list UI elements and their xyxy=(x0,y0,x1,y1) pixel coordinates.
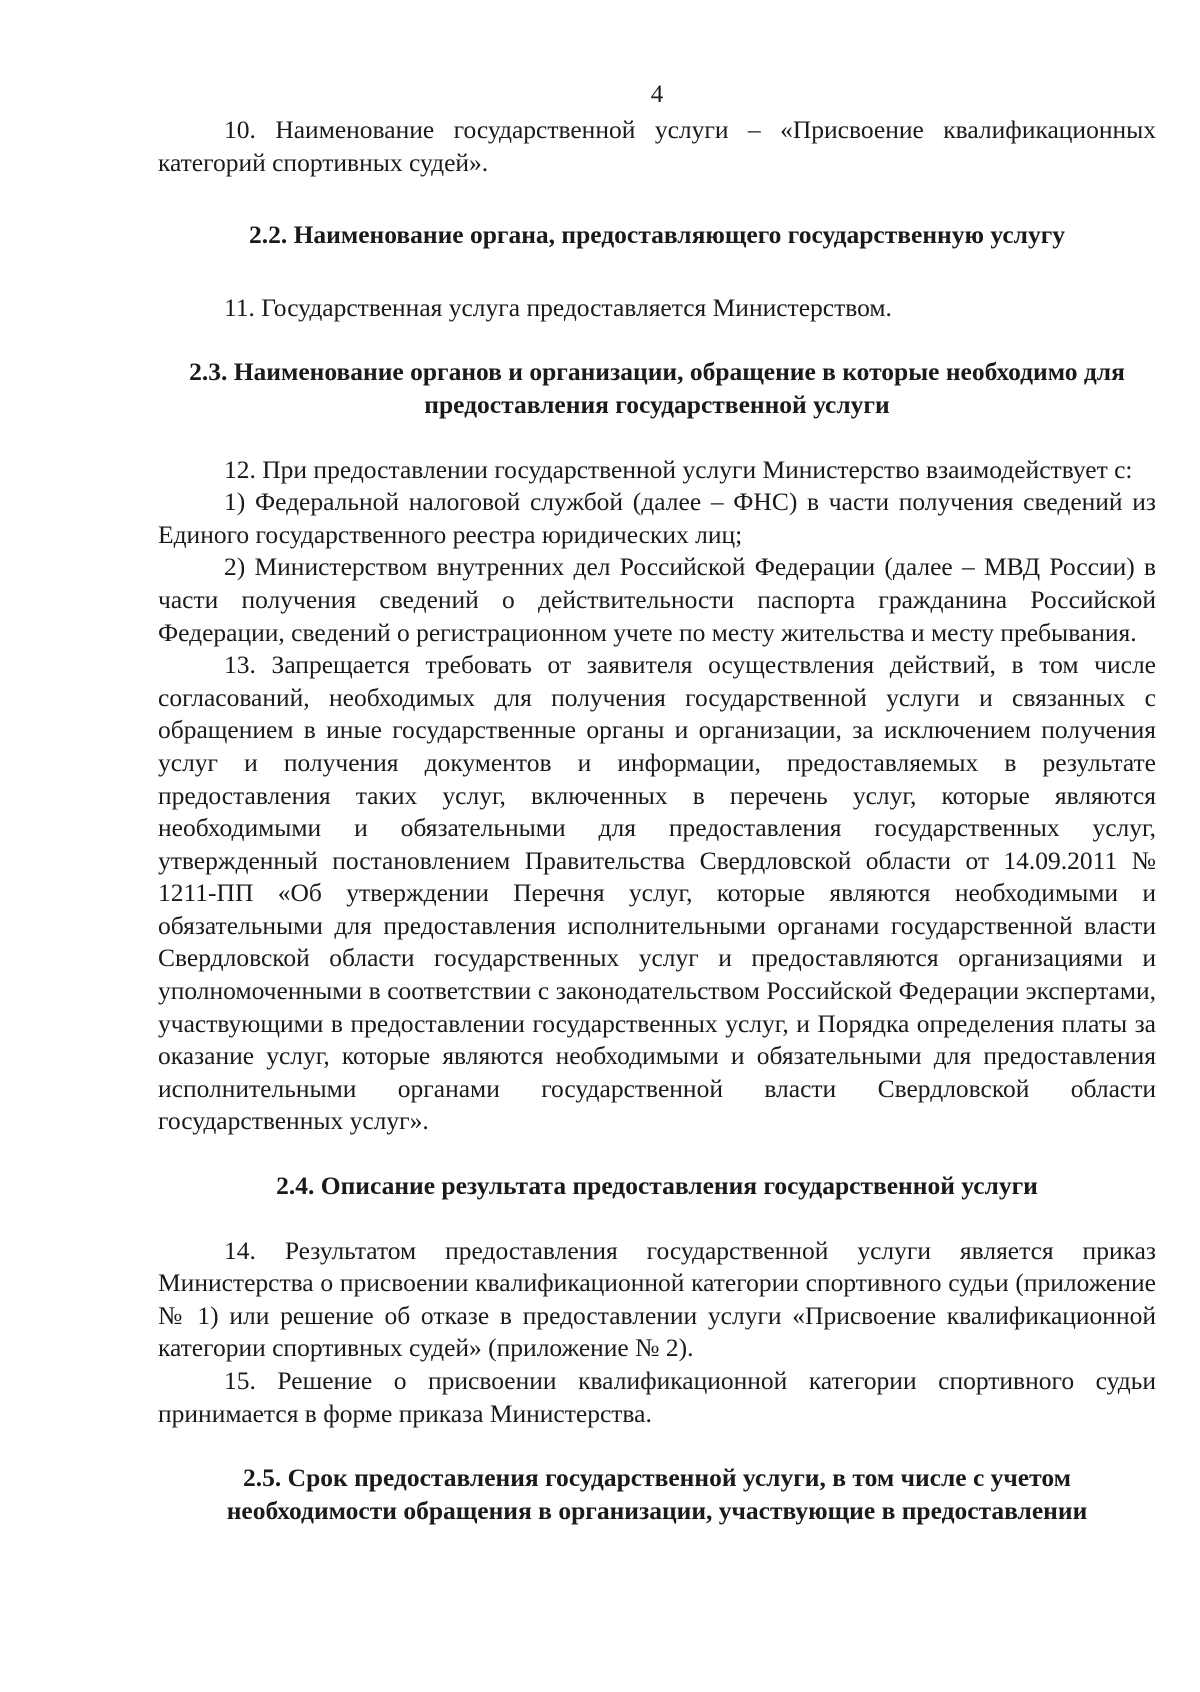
section-heading-2-4: 2.4. Описание результата предоставления государственной услуги xyxy=(276,1171,1038,1201)
section-heading-2-5: 2.5. Срок предоставления государственной услуги, в том числе с учетом необходимости обращения в организации, участвующие в предоставлении xyxy=(226,1463,1088,1525)
page-number: 4 xyxy=(650,81,664,108)
paragraph-10: 10. Наименование государственной услуги – «Присвоение квалификационных категорий спортивных судей». xyxy=(158,115,1156,177)
paragraph-11: 11. Государственная услуга предоставляется Министерством. xyxy=(224,292,892,322)
paragraph-13: 13. Запрещается требовать от заявителя осуществления действий, в том числе согласований, необходимых для получения государственной услуги и связанных с обращением в иные государственные органы и организации, за исключением получения услуг и получения документов и информации, предоставляемых в результате предоставления таких услуг, включенных в перечень услуг, которые являются необходимыми и обязательными для предоставления государственных услуг, утвержденный постановлением Правительства Свердловской области от 14.09.2011 № 1211-ПП «Об утверждении Перечня услуг, которые являются необходимыми и обязательными для предоставления исполнительными органами государственной власти Свердловской области государственных услуг и предоставляются организациями и уполномоченными в соответствии с законодательством Российской Федерации экспертами, участвующими в предоставлении государственных услуг, и Порядка определения платы за оказание услуг, которые являются необходимыми и обязательными для предоставления исполнительными органами государственной власти Свердловской области государственных услуг». xyxy=(158,650,1156,1136)
paragraph-12-item-2: 2) Министерством внутренних дел Российской Федерации (далее – МВД России) в части получения сведений о действительности паспорта гражданина Российской Федерации, сведений о регистрационном учете по месту жительства и месту пребывания. xyxy=(158,552,1156,647)
section-heading-2-2: 2.2. Наименование органа, предоставляющего государственную услугу xyxy=(248,220,1066,250)
paragraph-15: 15. Решение о присвоении квалификационной категории спортивного судьи принимается в форме приказа Министерства. xyxy=(158,1366,1156,1428)
paragraph-12: 12. При предоставлении государственной услуги Министерство взаимодействует с: xyxy=(224,454,1133,484)
section-heading-2-3: 2.3. Наименование органов и организации, обращение в которые необходимо для предоставления государственной услуги xyxy=(189,357,1125,419)
document-page xyxy=(158,80,1156,1680)
paragraph-12-item-1: 1) Федеральной налоговой службой (далее – ФНС) в части получения сведений из Единого государственного реестра юридических лиц; xyxy=(158,487,1156,549)
paragraph-14: 14. Результатом предоставления государственной услуги является приказ Министерства о присвоении квалификационной категории спортивного судьи (приложение № 1) или решение об отказе в предоставлении услуги «Присвоение квалификационной категории спортивных судей» (приложение № 2). xyxy=(158,1235,1156,1363)
